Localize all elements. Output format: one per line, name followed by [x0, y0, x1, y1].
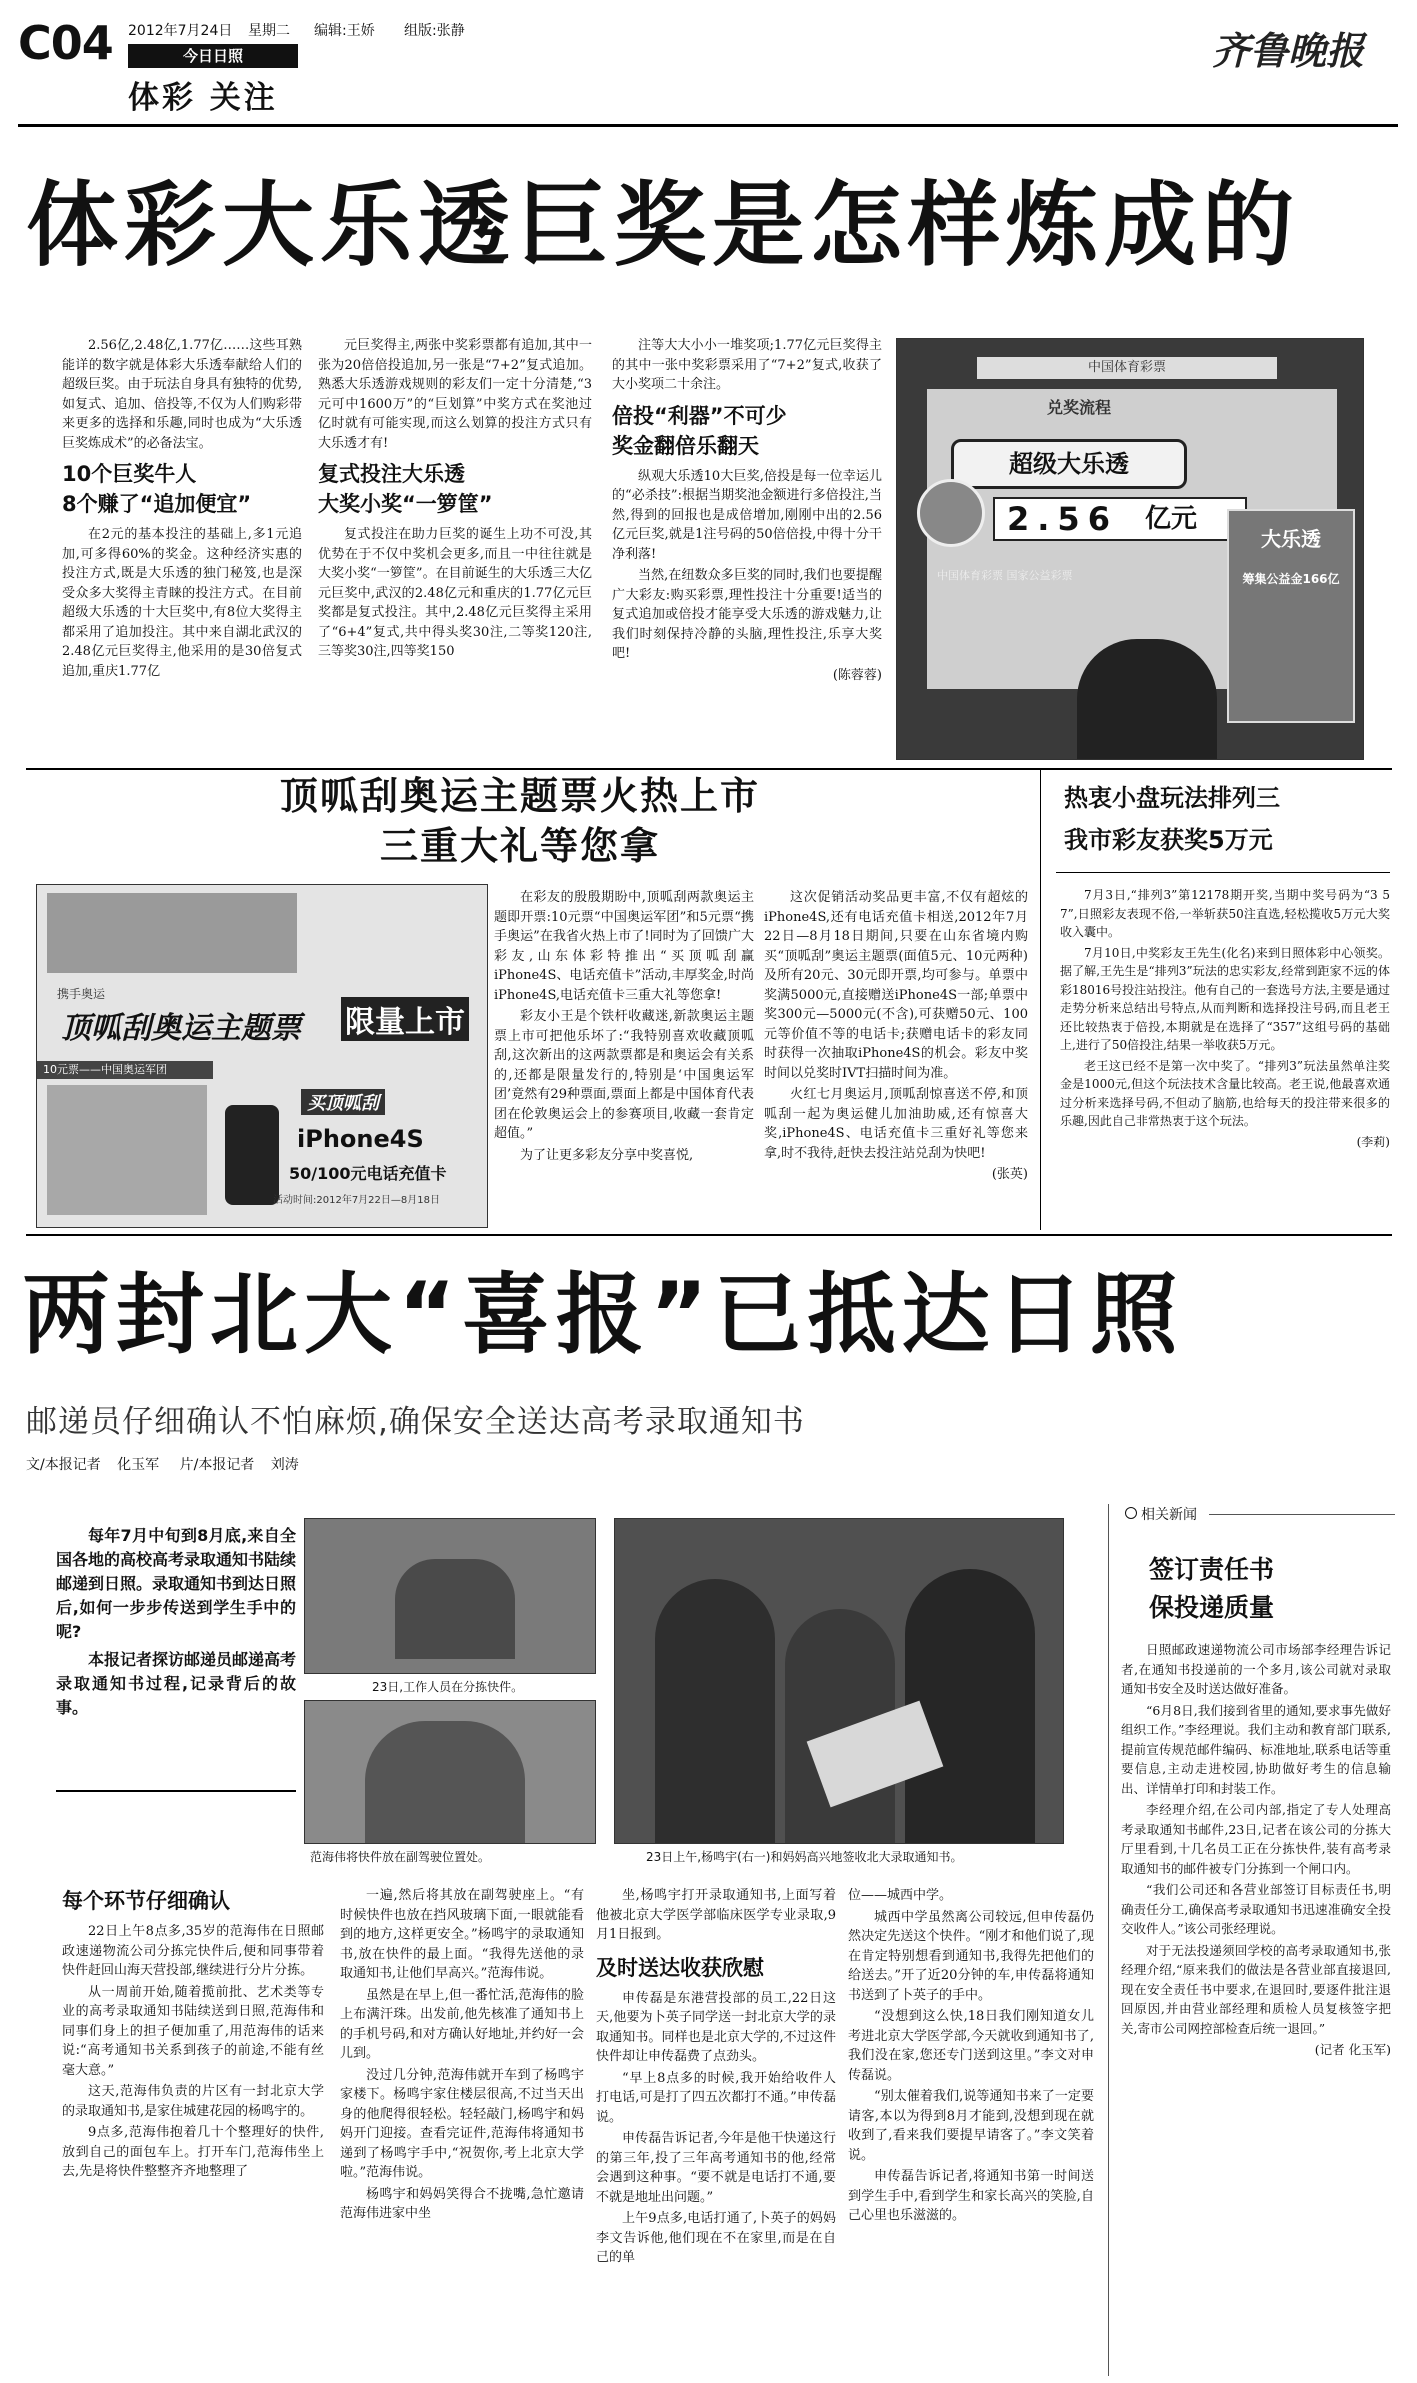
- sidebar-tag-rule: [1209, 1514, 1395, 1515]
- lotto-logo: 超级大乐透: [951, 439, 1187, 489]
- promo-tag: 携手奥运: [57, 987, 106, 1001]
- flow-title: 兑奖流程: [1047, 398, 1112, 417]
- scratch-ticket-promo-image: [36, 884, 488, 1228]
- subhead: 10个巨奖牛人: [62, 462, 197, 486]
- header-rule: [18, 124, 1398, 127]
- issue-date: 2012年7月24日: [128, 23, 233, 39]
- photo-figure: [905, 1569, 1035, 1843]
- promo-period: 活动时间:2012年7月22日—8月18日: [273, 1195, 440, 1206]
- article2-headline-1: 顶呱刮奥运主题票火热上市: [279, 774, 760, 818]
- paper-name-logo: 齐鲁晚报: [1212, 28, 1365, 73]
- bullet-icon: [1125, 1507, 1137, 1519]
- photo-figure: [655, 1579, 775, 1843]
- prize-tag: 买顶呱刮: [301, 1089, 385, 1115]
- headline-underline: [1056, 872, 1390, 873]
- sidebar-title-1: 签订责任书: [1149, 1555, 1275, 1584]
- article2-column-2: 这次促销活动奖品更丰富,不仅有超炫的iPhone4S,还有电话充值卡相送,2012年7月22日—8月18日期间,只要在山东省境内购买“顶呱刮”奥运主题票(面值5元、10元两种)及所有20元、30元即开票,均可参与。单票中奖满5000元,直接赠送iPhone4S一部;单票中奖300元—5000元(不含),可获赠50元、100元等价值不等的电话卡;获赠电话卡的彩友同时获得一次抽取iPhone4S的机会。彩友中奖时间以兑奖时IVT扫描时间为准。 火红七月奥运月,顶呱刮惊喜送不停,和顶呱刮一起为奥运健儿加油助威,还有惊喜大奖,iPhone4S、电话充值卡三重好礼等您来拿,时不我待,赶快去投注站兑刮为快吧! (张英): [764, 888, 1028, 1230]
- driver-photo: [304, 1700, 596, 1844]
- subhead: 奖金翻倍乐翻天: [612, 433, 759, 458]
- promo-title-a: 顶呱刮奥运主题票: [61, 1011, 301, 1046]
- related-news-sidebar: [1108, 1504, 1399, 2376]
- article4-column-3: 坐,杨鸣宇打开录取通知书,上面写着他被北京大学医学部临床医学专业录取,9月1日报到。 及时送达收获欣慰 申传磊是东港营投部的员工,22日这天,他要为卜英子同学送一封北京大学的录取通知书。同样也是北京大学的,不过这件快件却让申传磊费了点劲头。 “早上8点多的时候,我开始给收件人打电话,可是打了四五次都打不通。”申传磊说。 申传磊告诉记者,今年是他干快递这行的第三年,投了三年高考通知书的他,经常会遇到这种事。“要不就是电话打不通,要不就是地址出问题。” 上午9点多,电话打通了,卜英子的妈妈李文告诉他,他们现在不在家里,而是在自己的单: [596, 1888, 836, 2265]
- article2-headline-2: 三重大礼等您拿: [379, 824, 660, 868]
- article1-column-2: 元巨奖得主,两张中奖彩票都有追加,其中一张为20倍倍投追加,另一张是“7+2”复式追加。熟悉大乐透游戏规则的彩友们一定十分清楚,“3元可中1600万”的“巨划算”中奖方式在奖池过亿时就有可能实现,而这么划算的投注方式只有大乐透才有! 复式投注大乐透 大奖小奖“一箩筐” 复式投注在助力巨奖的诞生上功不可没,其优势在于不仅中奖机会更多,而且一中往往就是大奖小奖“一箩筐”。在目前诞生的大乐透三大亿元巨奖中,武汉的2.48亿元和重庆的1.77亿元巨奖都是复式投注。其中,2.48亿元巨奖得主采用了“6+4”复式,共中得头奖30注,二等奖120注,三等奖30注,四等奖150: [318, 338, 592, 659]
- author: (陈蓉蓉): [832, 667, 882, 683]
- photo-caption: 23日上午,杨鸣宇(右一)和妈妈高兴地签收北大录取通知书。: [646, 1850, 963, 1864]
- article4-column-4: 位——城西中学。 城西中学虽然离公司较远,但申传磊仍然决定先送这个快件。“刚才和他们说了,现在肯定特别想看到通知书,我得先把他们的给送去。”开了近20分钟的车,申传磊将通知书送到了卜英子的手中。 “没想到这么快,18日我们刚知道女儿考进北京大学医学部,今天就收到通知书了,我们没在家,您还专门送到这里。”李文对申传磊说。 “别太催着我们,说等通知书来了一定要请客,本以为得到8月才能到,没想到现在就收到了,看来我们要提早请客了。”李文笑着说。 申传磊告诉记者,将通知书第一时间送到学生手中,看到学生和家长高兴的笑脸,自己心里也乐滋滋的。: [848, 1888, 1094, 2223]
- article4-column-1: 每个环节仔细确认 22日上午8点多,35岁的范海伟在日照邮政速递物流公司分拣完快件后,便和同事带着快件赶回山海天营投部,继续进行分片分拣。 从一周前开始,随着揽前批、艺术类等专业的高考录取通知书陆续送到日照,范海伟和同事们身上的担子便加重了,用范海伟的话来说:“高考通知书关系到孩子的前途,不能有丝毫大意。” 这天,范海伟负责的片区有一封北京大学的录取通知书,是家住城建花园的杨鸣宇的。 9点多,范海伟抱着几十个整理好的快件,放到自己的面包车上。打开车门,范海伟坐上去,先是将快件整整齐齐地整理了: [62, 1886, 324, 2376]
- article3-body: 7月3日,“排列3”第12178期开奖,当期中奖号码为“3 5 7”,日照彩友表现不俗,一举斩获50注直选,轻松揽收5万元大奖收入囊中。 7月10日,中奖彩友王先生(化名)来到日照体彩中心领奖。据了解,王先生是“排列3”玩法的忠实彩友,经常到距家不远的体彩18016号投注站投注。他有自己的一套选号方法,主要是通过走势分析来总结出号特点,从而判断和选择投注号码,而且老王还比较热衷于倍投,本期就是在选择了“357”这组号码的基础上,进行了50倍投注,结果一举收获5万元。 老王这已经不是第一次中奖了。“排列3”玩法虽然单注奖金是1000元,但这个玩法技术含量比较高。老王说,他最喜欢通过分析来选择号码,不但动了脑筋,也给每天的投注带来很多的乐趣,因此自己非常热衷于这个玩法。 (李莉): [1060, 886, 1390, 1230]
- article3-headline-1: 热衷小盘玩法排列三: [1064, 784, 1280, 812]
- article1-headline: 体彩大乐透巨奖是怎样炼成的: [26, 172, 1301, 279]
- column-divider: [1040, 770, 1041, 1230]
- article4-headline: 两封北大“喜报”已抵达日照: [22, 1263, 1184, 1366]
- promo-phone: iPhone4S: [297, 1125, 424, 1153]
- promo-title-b: 限量上市: [341, 997, 469, 1041]
- sorting-photo: [304, 1518, 596, 1674]
- poster-panel: [1227, 509, 1355, 723]
- byline-writer: 文/本报记者 化玉军 片/本报记者 刘涛: [26, 1457, 299, 1473]
- phone-icon: [225, 1105, 279, 1205]
- promo-band: 10元票——中国奥运军团: [37, 1061, 213, 1079]
- section-divider: [26, 1234, 1392, 1236]
- subhead: 及时送达收获欣慰: [596, 1955, 764, 1980]
- subhead: 倍投“利器”不可少: [612, 403, 787, 428]
- article2-column-1: 在彩友的殷殷期盼中,顶呱刮两款奥运主题即开票:10元票“中国奥运军团”和5元票“携手奥运”在我省火热上市了!同时为了回馈广大彩友,山东体彩特推出“买顶呱刮赢iPhone4S、电话充值卡”活动,丰厚奖金,时尚iPhone4S,电话充值卡三重大礼等您拿! 彩友小王是个铁杆收藏迷,新款奥运主题票上市可把他乐坏了:“我特别喜欢收藏顶呱刮,这次新出的这两款票都是和奥运会有关系的,还都是限量发行的,特别是‘中国奥运军团’竟然有29种票面,票面上都是中国体育代表团在伦敦奥运会上的参赛项目,收藏一套肯定超值。” 为了让更多彩友分享中奖喜悦,: [494, 890, 754, 1163]
- prize-unit: 亿元: [1145, 504, 1198, 534]
- subhead: 大奖小奖“一箩筐”: [318, 492, 493, 516]
- lead-box: 每年7月中旬到8月底,来自全国各地的高校高考录取通知书陆续邮递到日照。录取通知书到达日照后,如何一步步传送到学生手中的呢? 本报记者探访邮递员邮递高考录取通知书过程,记录背后的故事。: [56, 1526, 297, 1717]
- subhead: 8个赚了“追加便宜”: [62, 492, 252, 516]
- section-tag: 今日日照: [128, 44, 298, 68]
- person-silhouette: [1077, 639, 1217, 759]
- photo-caption: 范海伟将快件放在副驾驶位置处。: [310, 1850, 491, 1864]
- sidebar-tag: 相关新闻: [1125, 1504, 1197, 1524]
- poster-title: 大乐透: [1261, 527, 1321, 551]
- star-badge-icon: [917, 479, 985, 547]
- issue-weekday: 星期二: [248, 23, 290, 39]
- layout-editor: 组版:张静: [404, 23, 465, 39]
- section-title: 体彩 关注: [128, 80, 278, 116]
- sidebar-title-2: 保投递质量: [1149, 1593, 1275, 1622]
- subhead: 复式投注大乐透: [318, 462, 465, 486]
- lottery-event-photo: [896, 338, 1364, 760]
- ticket-stack: [47, 1085, 207, 1215]
- subhead: 每个环节仔细确认: [62, 1889, 230, 1913]
- ticket-fan: [47, 893, 297, 973]
- article4-column-2: 一遍,然后将其放在副驾驶座上。“有时候快件也放在挡风玻璃下面,一眼就能看到的地方,这样更安全。”杨鸣宇的录取通知书,放在快件的最上面。“我得先送他的录取通知书,让他们早高兴。”范海伟说。 虽然是在早上,但一番忙活,范海伟的脸上布满汗珠。出发前,他先核准了通知书上的手机号码,和对方确认好地址,并约好一会儿到。 没过几分钟,范海伟就开车到了杨鸣宇家楼下。杨鸣宇家住楼层很高,不过当天出身的他爬得很轻松。轻轻敲门,杨鸣宇和妈妈开门迎接。查看完证件,范海伟将通知书递到了杨鸣宇手中,“祝贺你,考上北京大学啦。”范海伟说。 杨鸣宇和妈妈笑得合不拢嘴,急忙邀请范海伟进家中坐: [340, 1888, 584, 2221]
- author: (张英): [991, 1167, 1028, 1182]
- poster-line: 筹集公益金166亿: [1242, 572, 1340, 586]
- photo-figure: [395, 1559, 515, 1659]
- page-header: [0, 0, 1417, 130]
- article1-column-1: 2.56亿,2.48亿,1.77亿……这些耳熟能详的数字就是体彩大乐透奉献给人们的超级巨奖。由于玩法自身具有独特的优势,如复式、追加、倍投等,不仅为人们购彩带来更多的选择和乐趣,同时也成为“大乐透巨奖炼成术”的必备法宝。 10个巨奖牛人 8个赚了“追加便宜” 在2元的基本投注的基础上,多1元追加,可多得60%的奖金。这种经济实惠的投注方式,既是大乐透的独门秘笈,也是深受众多大奖得主青睐的投注方式。在目前超级大乐透的十大巨奖中,有8位大奖得主都采用了追加投注。其中来自湖北武汉的2.48亿元巨奖得主,他采用的是30倍复式追加,重庆1.77亿: [62, 338, 302, 679]
- lead-underline: [56, 1790, 296, 1792]
- prize-amount-board: [993, 497, 1247, 541]
- article4-subtitle: 邮递员仔细确认不怕麻烦,确保安全送达高考录取通知书: [26, 1404, 805, 1440]
- article3-headline-2: 我市彩友获奖5万元: [1064, 826, 1273, 854]
- author: (记者 化玉军): [1314, 2042, 1391, 2057]
- photo-caption: 23日,工作人员在分拣快件。: [372, 1680, 524, 1694]
- photo-banner: 中国体育彩票: [977, 357, 1277, 379]
- photo-bottom-line: 中国体育彩票 国家公益彩票: [937, 569, 1073, 582]
- sidebar-body: 日照邮政速递物流公司市场部李经理告诉记者,在通知书投递前的一个多月,该公司就对录取通知书安全及时送达做好准备。 “6月8日,我们接到省里的通知,要求事先做好组织工作。”李经理说。我们主动和教育部门联系,提前宣传规范邮件编码、标准地址,联系电话等重要信息,主动走进校园,协助做好考生的信息输出、详情单打印和封装工作。 李经理介绍,在公司内部,指定了专人处理高考录取通知书邮件,23日,记者在该公司的分拣大厅里看到,十几名员工正在分拣快件,装有高考录取通知书的邮件被专门分拣到一个闸口内。 “我们公司还和各营业部签订目标责任书,明确责任分工,确保高考录取通知书迅速准确安全投交收件人。”该公司张经理说。 对于无法投递须回学校的高考录取通知书,张经理介绍,“原来我们的做法是各营业部直接退回,现在安全责任书中要求,在退回时,要逐件批注退回原因,并由营业部经理和质检人员复核签字把关,寄市公司网控部检查后统一退回。” (记者 化玉军): [1121, 1640, 1391, 2370]
- receiving-notice-photo: [614, 1518, 1064, 1844]
- promo-recharge: 50/100元电话充值卡: [289, 1164, 447, 1183]
- author: (李莉): [1356, 1134, 1390, 1149]
- editor: 编辑:王娇: [314, 23, 375, 39]
- page-number: C04: [18, 16, 113, 70]
- prize-amount: 2.56: [1007, 500, 1118, 538]
- photo-figure: [365, 1721, 525, 1843]
- article1-column-3: 注等大大小小一堆奖项;1.77亿元巨奖得主的其中一张中奖彩票采用了“7+2”复式,收获了大小奖项二十余注。 倍投“利器”不可少 奖金翻倍乐翻天 纵观大乐透10大巨奖,倍投是每一位幸运儿的“必杀技”:根据当期奖池金额进行多倍投注,当然,得到的回报也是成倍增加,刚刚中出的2.56亿元巨奖,就是1注号码的50倍倍投,中得十分干净利落! 当然,在纽数众多巨奖的同时,我们也要提醒广大彩友:购买彩票,理性投注十分重要!适当的复式追加或倍投才能享受大乐透的游戏魅力,让我们时刻保持冷静的头脑,理性投注,乐享大奖吧! (陈蓉蓉): [612, 336, 882, 760]
